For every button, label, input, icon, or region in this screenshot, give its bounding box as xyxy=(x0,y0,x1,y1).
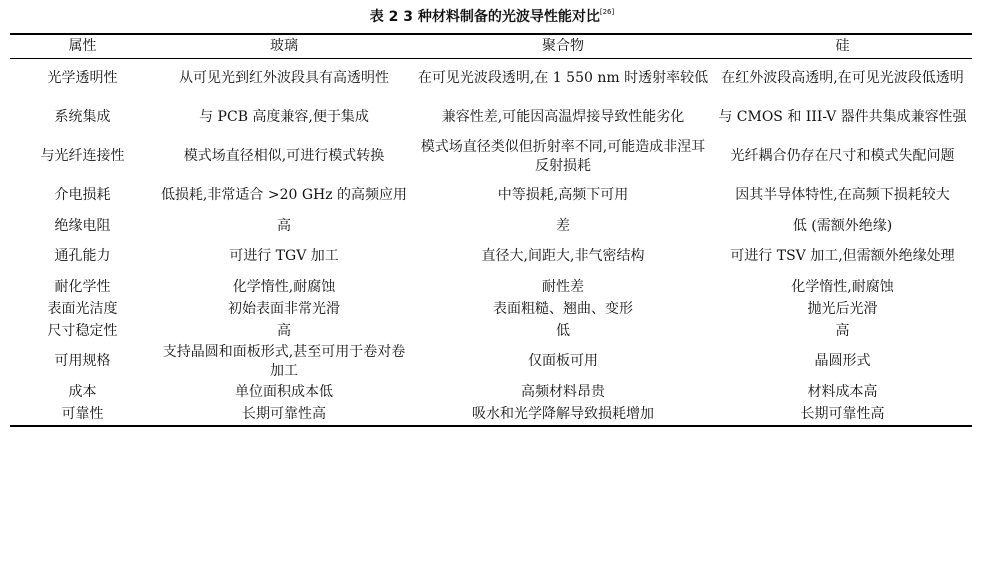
table-row xyxy=(10,215,972,237)
cell-silicon: 因其半导体特性,在高频下损耗较大 xyxy=(735,187,950,203)
table-row xyxy=(10,298,972,320)
cell-polymer: 吸水和光学降解导致损耗增加 xyxy=(413,403,713,426)
cell-glass: 单位面积成本低 xyxy=(235,383,333,400)
cell-silicon: 在红外波段高透明,在可见光波段低透明 xyxy=(721,70,964,86)
cell-polymer: 耐性差 xyxy=(542,278,584,295)
cell-glass: 支持晶圆和面板形式,甚至可用于卷对卷加工 xyxy=(162,343,406,379)
cell-polymer: 兼容性差,可能因高温焊接导致性能劣化 xyxy=(441,109,685,125)
cell-attribute: 与光纤连接性 xyxy=(40,148,125,164)
cell-silicon: 抛光后光滑 xyxy=(807,300,878,317)
table-row xyxy=(10,98,972,137)
cell-attribute: 成本 xyxy=(68,383,97,400)
cell-polymer: 低 xyxy=(556,322,570,339)
cell-attribute: 可用规格 xyxy=(54,353,111,369)
table-row xyxy=(10,59,972,99)
cell-glass: 化学惰性,耐腐蚀 xyxy=(232,278,336,295)
cell-polymer: 中等损耗,高频下可用 xyxy=(497,187,629,203)
table-caption-title: 3 种材料制备的光波导性能对比 xyxy=(403,9,600,25)
cell-glass: 从可见光到红外波段具有高透明性 xyxy=(179,70,389,86)
cell-glass: 可进行 TGV 加工 xyxy=(229,248,339,264)
table-row xyxy=(10,237,972,276)
cell-glass: 高 xyxy=(277,322,291,339)
cell-polymer: 仅面板可用 xyxy=(528,353,598,369)
header-polymer: 聚合物 xyxy=(413,34,713,59)
table-row xyxy=(10,381,972,403)
header-attribute: 属性 xyxy=(10,34,155,59)
table-caption-reference: [26] xyxy=(599,8,615,16)
cell-attribute: 表面光洁度 xyxy=(47,300,118,317)
cell-silicon: 与 CMOS 和 III-V 器件共集成兼容性强 xyxy=(718,109,967,125)
cell-polymer: 表面粗糙、翘曲、变形 xyxy=(493,300,633,317)
table-row xyxy=(10,137,972,176)
table-row xyxy=(10,342,972,381)
cell-polymer: 差 xyxy=(556,217,570,234)
cell-attribute: 通孔能力 xyxy=(54,248,111,264)
cell-silicon: 化学惰性,耐腐蚀 xyxy=(791,278,894,295)
comparison-table xyxy=(10,33,972,427)
header-glass: 玻璃 xyxy=(155,34,413,59)
table-row xyxy=(10,320,972,342)
cell-glass: 低损耗,非常适合 >20 GHz 的高频应用 xyxy=(160,187,408,203)
table-row xyxy=(10,276,972,298)
cell-attribute: 耐化学性 xyxy=(54,278,111,295)
cell-silicon: 材料成本高 xyxy=(807,383,878,400)
cell-silicon: 长期可靠性高 xyxy=(713,403,972,426)
cell-silicon: 高 xyxy=(835,322,850,339)
cell-attribute: 绝缘电阻 xyxy=(54,217,111,234)
table-caption-label: 表 2 xyxy=(369,9,399,25)
cell-silicon: 低 (需额外绝缘) xyxy=(792,217,893,234)
cell-attribute: 可靠性 xyxy=(10,403,155,426)
cell-polymer: 直径大,间距大,非气密结构 xyxy=(481,248,645,264)
header-silicon: 硅 xyxy=(713,34,972,59)
cell-attribute: 光学透明性 xyxy=(47,70,118,86)
table-caption xyxy=(0,3,984,26)
cell-glass: 模式场直径相似,可进行模式转换 xyxy=(183,148,385,164)
cell-silicon: 可进行 TSV 加工,但需额外绝缘处理 xyxy=(730,248,955,264)
cell-attribute: 介电损耗 xyxy=(54,187,111,203)
cell-attribute: 系统集成 xyxy=(54,109,111,125)
cell-attribute: 尺寸稳定性 xyxy=(47,322,118,339)
cell-polymer: 模式场直径类似但折射率不同,可能造成非涅耳反射损耗 xyxy=(420,138,706,174)
cell-polymer: 高频材料昂贵 xyxy=(521,383,605,400)
table-header-row xyxy=(10,34,972,59)
table-row xyxy=(10,176,972,215)
cell-glass: 初始表面非常光滑 xyxy=(228,300,340,317)
cell-glass: 长期可靠性高 xyxy=(155,403,413,426)
cell-silicon: 晶圆形式 xyxy=(814,353,871,369)
table-row xyxy=(10,403,972,426)
cell-glass: 高 xyxy=(277,217,291,234)
cell-silicon: 光纤耦合仍存在尺寸和模式失配问题 xyxy=(730,148,955,164)
cell-glass: 与 PCB 高度兼容,便于集成 xyxy=(199,109,369,125)
cell-polymer: 在可见光波段透明,在 1 550 nm 时透射率较低 xyxy=(417,70,709,86)
